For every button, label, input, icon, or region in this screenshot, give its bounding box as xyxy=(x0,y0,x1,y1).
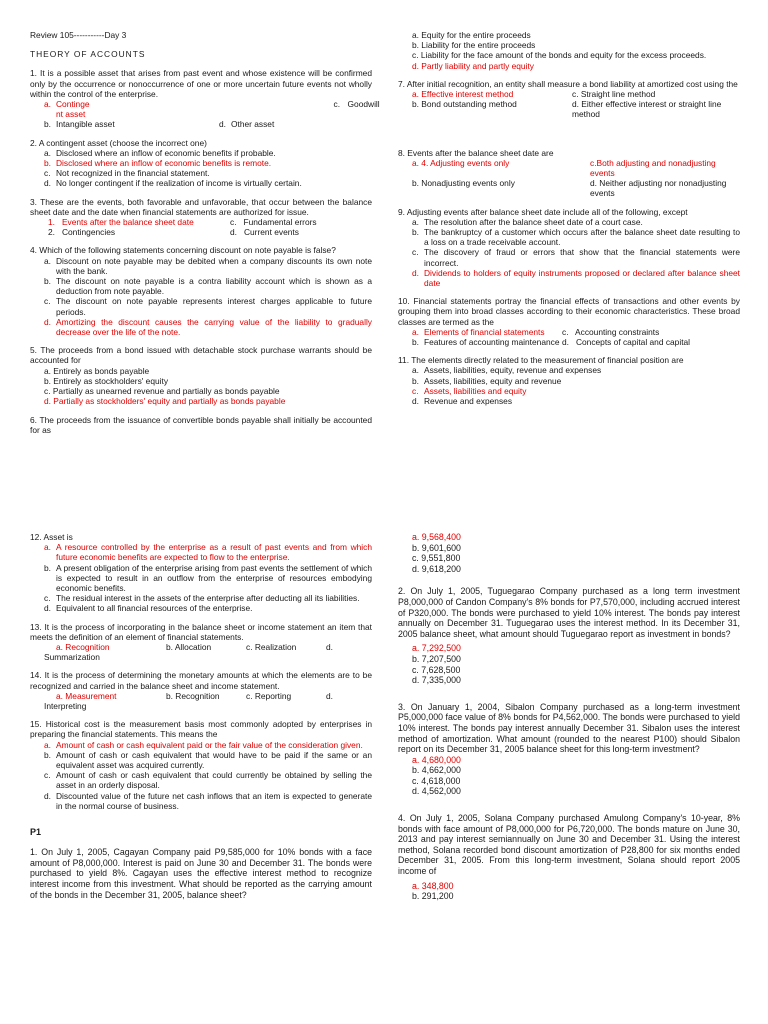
question-12: 12. Asset is a. A resource controlled by the enterprise as a result of past events and from which future economic benefits are expected to flow to the enterprise. b. A present obligation of the enterprise arising from past events the settlement of which is expected to result in an outflow from the enterprise of resources embodying economic benefits. c. The residual interest in the assets of the enterprise after deducting all its liabilities. d. Equivalent to all financial resources of the enterprise. xyxy=(30,532,372,614)
option-c: The discount on note payable represents interest charges applicable to future periods. xyxy=(56,296,372,317)
option-c: c. Reporting xyxy=(246,690,292,701)
option-b: Assets, liabilities, equity and revenue xyxy=(424,375,562,386)
question-7 xyxy=(398,79,740,120)
question-text: 7. After initial recognition, an entity shall measure a bond liability at amortized cost using the xyxy=(398,78,738,89)
option-b: b. Entirely as stockholders' equity xyxy=(44,375,169,386)
question-text: 15. Historical cost is the measurement basis most commonly adopted by enterprises in preparing the financial statements. This means the xyxy=(30,719,372,740)
question-text: 8. Events after the balance sheet date are xyxy=(398,147,554,158)
option-d: d. Neither adjusting nor nonadjusting events xyxy=(590,178,727,199)
question-text: 1. It is a possible asset that arises from past event and whose existence will be confirmed only by the occurrence or nonoccurrence of one or more uncertain future events not wholly within the control of the enterprise. xyxy=(30,68,372,99)
option-b: A present obligation of the enterprise arising from past events the settlement of which is expected to result in an outflow from the enterprise of resources embodying economic benefits. xyxy=(56,562,372,594)
option-a: a. Equity for the entire proceeds xyxy=(412,30,531,40)
problem-3 xyxy=(398,702,740,797)
option-d: Discounted value of the future net cash inflows that an item is expected to generate in the normal course of business. xyxy=(56,790,372,811)
option-d: d. Partly liability and partly equity xyxy=(412,60,534,71)
option-d: No longer contingent if the realization of income is virtually certain. xyxy=(56,178,302,189)
option-c: Not recognized in the financial statement. xyxy=(56,168,210,179)
question-6 xyxy=(30,415,372,435)
option-b: b. 9,601,600 xyxy=(412,542,461,553)
question-3: 3. These are the events, both favorable and unfavorable, that occur between the balance sheet date and the date when financial statements are authorized for issue. 1. Events after the balance sheet date c. Fundamental errors 2. Contingencies d. Current events xyxy=(30,196,372,238)
option-d: d. 4,562,000 xyxy=(412,786,461,797)
question-4: 4. Which of the following statements concerning discount on note payable is false? a. Discount on note payable may be debited when a company discounts its own note with the bank. b. The discount on note payable is a contra liability account which is shown as a deduction from note payable. c. The discount on note payable represents interest charges applicable to future periods. d. Amortizing the discount causes the carrying value of the liability to gradually decrease over the life of the note. xyxy=(30,245,372,338)
option-b: Disclosed where an inflow of economic benefits is remote. xyxy=(56,158,272,169)
option-b: The discount on note payable is a contra liability account which is shown as a deduction from note payable. xyxy=(56,276,372,297)
option-d-text: Summarization xyxy=(44,652,100,663)
option-a: a. 7,292,500 xyxy=(412,643,461,654)
left-column-top xyxy=(30,30,380,443)
problem-4 xyxy=(398,813,740,902)
option-a: a. Entirely as bonds payable xyxy=(44,365,150,376)
question-text: 4. On July 1, 2005, Solana Company purchased Amulong Company's 10-year, 8% bonds with face amount of P8,000,000 for P6,720,000. The bonds mature on June 30, 2013 and pay interest semiannually on June 30 and December 31. Using the interest method, Solana recorded bond discount amortization of P28,800 for six months ended December 31, 2005. From this long-term investment, Solana should report 2005 income of xyxy=(398,813,740,877)
question-text: 2. A contingent asset (choose the incorrect one) xyxy=(30,137,207,148)
left-column-bottom xyxy=(30,532,372,908)
option-d: Amortizing the discount causes the carrying value of the liability to gradually decrease over the life of the note. xyxy=(56,316,372,338)
option-a: a. 4. Adjusting events only xyxy=(412,157,510,168)
option-b: Amount of cash or cash equivalent that would have to be paid if the same or an equivalent asset was acquired currently. xyxy=(56,749,372,771)
question-15: 15. Historical cost is the measurement basis most commonly adopted by enterprises in preparing the financial statements. This means the a. Amount of cash or cash equivalent paid or the fair value of the consideration given. b. Amount of cash or cash equivalent that would have to be paid if the same or an equivalent asset was acquired currently. c. Amount of cash or cash equivalent that could currently be obtained by selling the asset in an orderly disposal. d. Discounted value of the future net cash inflows that an item is expected to generate in the normal course of business. xyxy=(30,719,372,811)
option-d: d. Either effective interest or straight line method xyxy=(572,99,722,120)
option-a: The resolution after the balance sheet date of a court case. xyxy=(424,216,643,227)
question-text: 13. It is the process of incorporating in the balance sheet or income statement an item that meets the definition of an element of financial statements. xyxy=(30,621,372,642)
section-title: THEORY OF ACCOUNTS xyxy=(30,49,146,60)
option-a: Disclosed where an inflow of economic benefits if probable. xyxy=(56,147,276,158)
option-c: Goodwill xyxy=(347,99,380,110)
option-c: The discovery of fraud or errors that show that the financial statements were incorrect. xyxy=(424,247,740,268)
option-a: Events after the balance sheet date xyxy=(61,217,194,228)
right-column-bottom xyxy=(398,532,740,910)
option-c: Accounting constraints xyxy=(575,326,660,337)
option-d: Concepts of capital and capital xyxy=(575,337,691,348)
question-1: 1. It is a possible asset that arises from past event and whose existence will be confirmed only by the occurrence or nonoccurrence of one or more uncertain future events not wholly within the control of the enterprise. a. Continge nt asset c. Goodwill b. Intangible asset d. Other asset xyxy=(30,68,380,130)
question-9: 9. Adjusting events after balance sheet date include all of the following, except a. The resolution after the balance sheet date of a court case. b. The bankruptcy of a customer which occurs after the balance sheet date resulting to a loss on a trade receivable account. c. The discovery of fraud or errors that show that the financial statements were incorrect. d. Dividends to holders of equity instruments proposed or declared after balance sheet date xyxy=(398,206,740,289)
option-c: c. Liability for the face amount of the bonds and equity for the excess proceeds. xyxy=(412,50,707,61)
option-b: b. Bond outstanding method xyxy=(412,99,517,110)
option-a: A resource controlled by the enterprise as a result of past events and from which future economic benefits are expected to flow to the enterprise. xyxy=(56,542,372,563)
question-10: 10. Financial statements portray the financial effects of transactions and other events by grouping them into broad classes according to their economic characteristics. These broad classes are termed as the a. Elements of financial statements c. Accounting constraints b. Features of accounting maintenance d. Concepts of capital and capital xyxy=(398,296,740,348)
question-text: 12. Asset is xyxy=(30,532,73,542)
option-d-text: Interpreting xyxy=(44,701,87,712)
option-d: d. 7,335,000 xyxy=(412,675,461,686)
review-header: Review 105-----------Day 3 xyxy=(30,30,127,40)
option-c: c.Both adjusting and nonadjusting events xyxy=(590,157,716,179)
problem-2 xyxy=(398,586,740,685)
option-b: Intangible asset xyxy=(56,119,115,130)
question-13 xyxy=(30,622,372,663)
option-c: c. 7,628,500 xyxy=(412,664,461,675)
option-c: c. 4,618,000 xyxy=(412,775,461,786)
question-text: 5. The proceeds from a bond issued with detachable stock purchase warrants should be accounted for xyxy=(30,345,372,366)
option-b: b. 4,662,000 xyxy=(412,765,461,776)
option-d: Revenue and expenses xyxy=(424,396,513,407)
option-a: a. Recognition xyxy=(56,642,110,653)
option-b: b. 291,200 xyxy=(412,891,454,902)
question-text: 10. Financial statements portray the financial effects of transactions and other events by grouping them into broad classes according to their economic characteristics. These broad classes are termed as the xyxy=(398,296,740,327)
question-text: 6. The proceeds from the issuance of convertible bonds payable shall initially be accounted for as xyxy=(30,414,372,435)
problem-1-options xyxy=(398,532,740,574)
question-2: 2. A contingent asset (choose the incorrect one) a. Disclosed where an inflow of economic benefits if probable. b. Disclosed where an inflow of economic benefits is remote. c. Not recognized in the financial statement. d. No longer contingent if the realization of income is virtually certain. xyxy=(30,138,372,189)
question-5 xyxy=(30,345,372,406)
option-c: c. Realization xyxy=(246,642,297,653)
option-c: c. Partially as unearned revenue and partially as bonds payable xyxy=(44,386,280,397)
option-b: b. Liability for the entire proceeds xyxy=(412,40,536,51)
option-a: Amount of cash or cash equivalent paid or the fair value of the consideration given. xyxy=(56,739,363,750)
question-text: 14. It is the process of determining the monetary amounts at which the elements are to be recognized and carried in the balance sheet and income statement. xyxy=(30,670,372,691)
option-c: The residual interest in the assets of the enterprise after deducting all its liabilities. xyxy=(56,593,360,604)
question-text: 3. On January 1, 2004, Sibalon Company purchased as a long-term investment P5,000,000 face value of 8% bonds for P4,562,000. The bonds were purchased to yield 10% interest. The bonds pay interest annually December 31. Sibalon uses the interest method of amortization. What amount (rounded to the nearest P100) should Sibalon report on its December 31, 2005 balance sheet for this long-term investment? xyxy=(398,701,740,755)
option-d: Current events xyxy=(243,227,299,238)
option-a: Continge nt asset xyxy=(56,99,90,120)
question-6-options xyxy=(398,30,740,71)
problem-1 xyxy=(30,847,372,900)
option-c: c. Straight line method xyxy=(572,89,656,100)
option-a: a. Measurement xyxy=(56,690,117,701)
option-d: Other asset xyxy=(231,119,275,130)
option-b: Features of accounting maintenance xyxy=(424,337,560,348)
option-a: a. 4,680,000 xyxy=(412,754,461,765)
option-d: Equivalent to all financial resources of the enterprise. xyxy=(56,603,253,614)
question-8 xyxy=(398,148,740,199)
option-b: Contingencies xyxy=(61,227,116,238)
option-d: d. Partially as stockholders' equity and partially as bonds payable xyxy=(44,396,286,407)
option-b: The bankruptcy of a customer which occurs after the balance sheet date resulting to a loss on a trade receivable account. xyxy=(424,227,740,248)
option-a: a. 9,568,400 xyxy=(412,532,461,542)
option-c: Fundamental errors xyxy=(243,217,317,228)
problem-set-title: P1 xyxy=(30,827,42,838)
option-c: Assets, liabilities and equity xyxy=(424,385,527,396)
option-d: d. 9,618,200 xyxy=(412,563,461,574)
option-b: b. Nonadjusting events only xyxy=(412,178,515,189)
option-d: d. xyxy=(326,690,333,701)
option-b: b. Allocation xyxy=(166,642,212,653)
question-text: 11. The elements directly related to the measurement of financial position are xyxy=(398,355,684,366)
option-a: Assets, liabilities, equity, revenue and expenses xyxy=(424,365,602,376)
question-text: 2. On July 1, 2005, Tuguegarao Company purchased as a long term investment P8,000,000 of Candon Company's 8% bonds for P7,570,000, including accrued interest of P320,000. The bonds were purchased to yield 10% interest. The bonds pay interest annually on December 31. Tuguegarao uses the interest method. In its December 31, 2005 balance sheet, what amount should Tuguegarao report as investment in bonds? xyxy=(398,586,740,639)
option-b: b. Recognition xyxy=(166,690,220,701)
question-text: 1. On July 1, 2005, Cagayan Company paid P9,585,000 for 10% bonds with a face amount of P8,000,000. Interest is paid on June 30 and December 31. The bonds were purchased to yield 8%. Cagayan uses the effective interest method to recognize interest income from this investment. What should be reported as the carrying amount of the bonds in the December 31, 2005, balance sheet? xyxy=(30,847,372,900)
question-14 xyxy=(30,670,372,711)
option-d: d. xyxy=(326,642,333,653)
question-text: 4. Which of the following statements concerning discount on note payable is false? xyxy=(30,245,336,256)
option-a: a. Effective interest method xyxy=(412,89,514,100)
option-a: a. 348,800 xyxy=(412,880,454,891)
question-11: 11. The elements directly related to the measurement of financial position are a. Assets, liabilities, equity, revenue and expenses b. Assets, liabilities, equity and revenue c. Assets, liabilities and equity d. Revenue and expenses xyxy=(398,355,740,406)
right-column-top xyxy=(398,30,740,414)
option-a: Elements of financial statements xyxy=(424,326,545,337)
option-a: Discount on note payable may be debited when a company discounts its own note with the bank. xyxy=(56,255,372,276)
question-text: 9. Adjusting events after balance sheet date include all of the following, except xyxy=(398,206,688,217)
option-d: Dividends to holders of equity instruments proposed or declared after balance sheet date xyxy=(424,267,740,289)
option-c: c. 9,551,800 xyxy=(412,553,461,564)
option-c: Amount of cash or cash equivalent that could currently be obtained by selling the asset in an orderly disposal. xyxy=(56,770,372,791)
question-text: 3. These are the events, both favorable and unfavorable, that occur between the balance sheet date and the date when financial statements are authorized for issue. xyxy=(30,196,372,217)
option-b: b. 7,207,500 xyxy=(412,653,461,664)
